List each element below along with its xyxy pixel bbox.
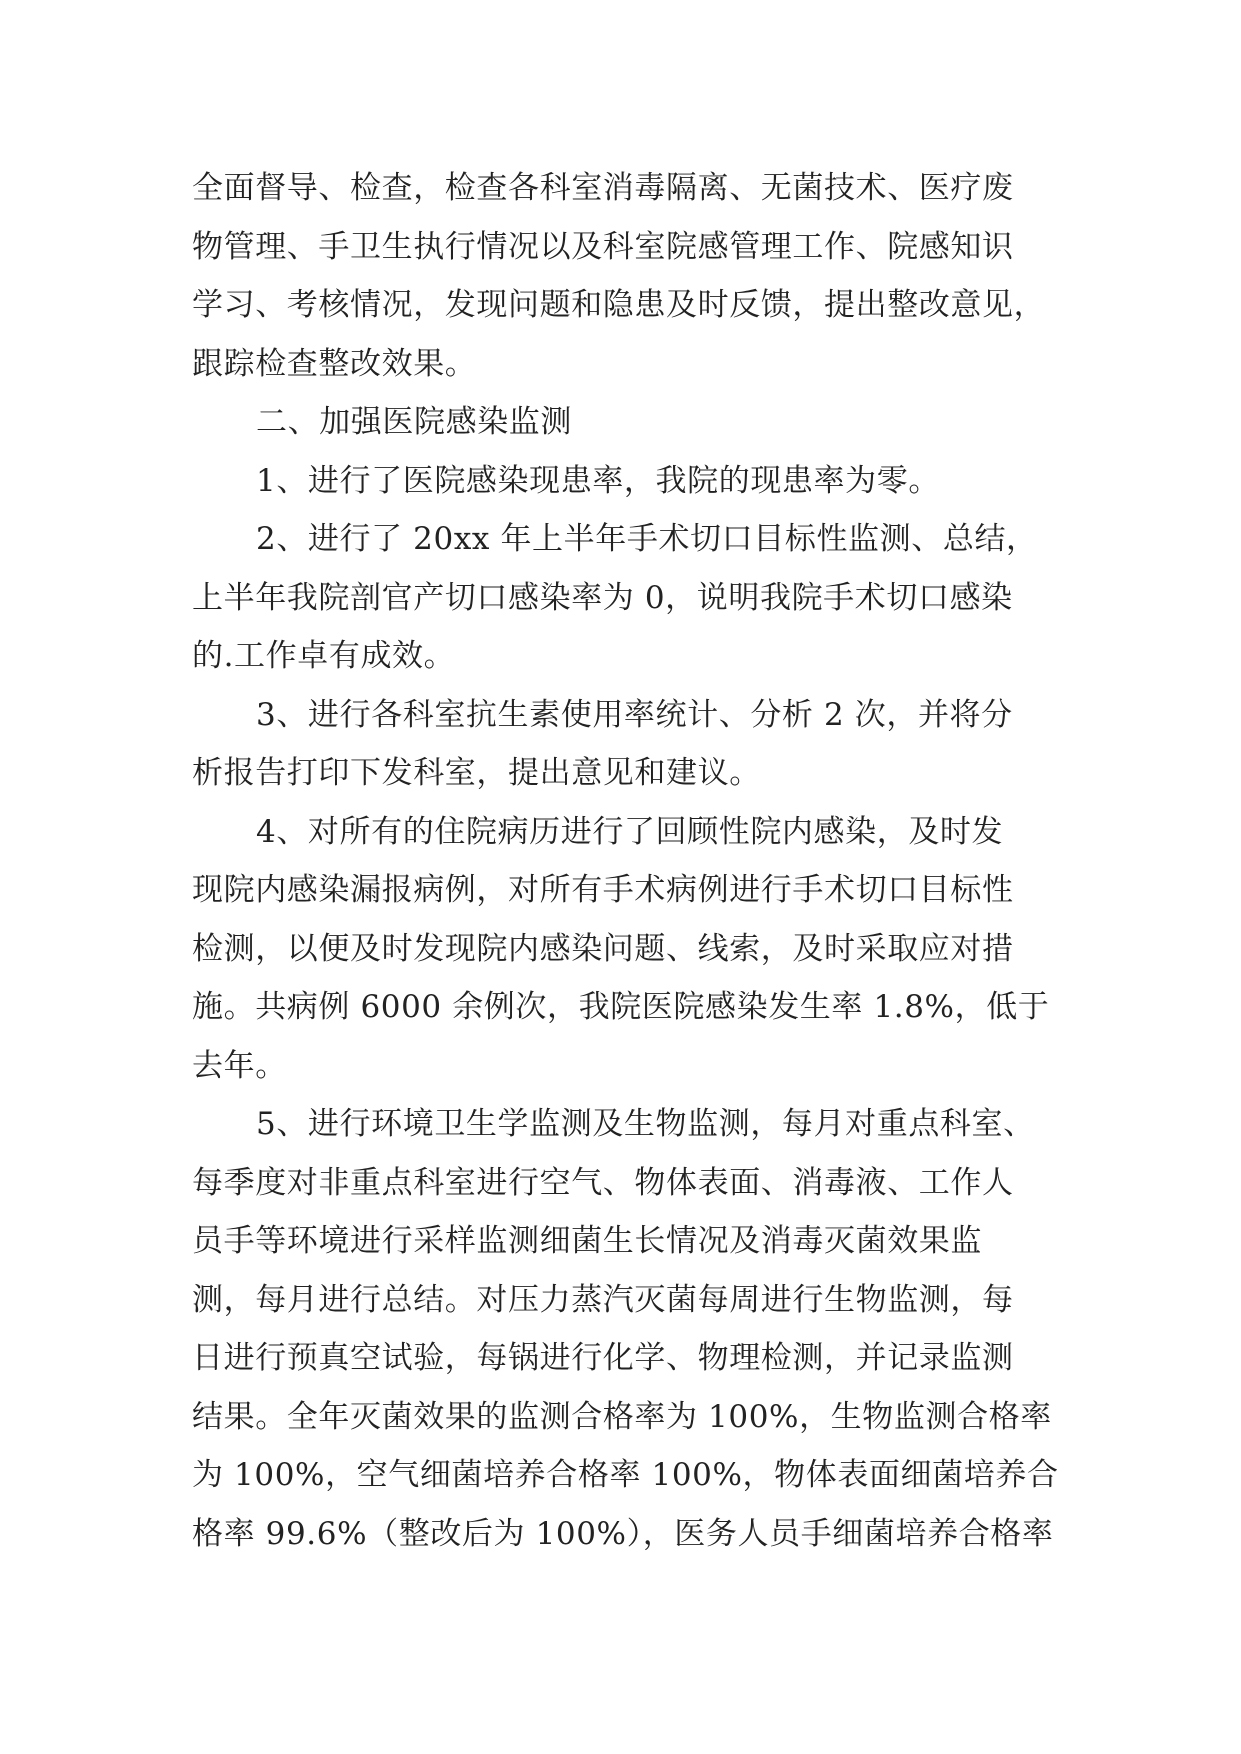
text-line: 为 100%，空气细菌培养合格率 100%，物体表面细菌培养合 bbox=[192, 1457, 1059, 1493]
text-line: 全面督导、检查，检查各科室消毒隔离、无菌技术、医疗废 bbox=[192, 170, 1014, 206]
text-line: 学习、考核情况，发现问题和隐患及时反馈，提出整改意见， bbox=[192, 287, 1046, 323]
section-heading: 二、加强医院感染监测 bbox=[256, 404, 572, 440]
text-line: 每季度对非重点科室进行空气、物体表面、消毒液、工作人 bbox=[192, 1164, 1014, 1201]
text-line: 现院内感染漏报病例，对所有手术病例进行手术切口目标性 bbox=[192, 872, 1014, 908]
text-line: 的.工作卓有成效。 bbox=[192, 638, 456, 674]
text-line: 施。共病例 6000 余例次，我院医院感染发生率 1.8%，低于 bbox=[192, 989, 1050, 1025]
text-line: 5、进行环境卫生学监测及生物监测，每月对重点科室、 bbox=[256, 1106, 1035, 1142]
text-line: 员手等环境进行采样监测细菌生长情况及消毒灭菌效果监 bbox=[192, 1223, 982, 1259]
document-body bbox=[192, 159, 1072, 1563]
text-line: 物管理、手卫生执行情况以及科室院感管理工作、院感知识 bbox=[192, 228, 1014, 265]
text-line: 跟踪检查整改效果。 bbox=[192, 345, 477, 382]
text-line: 结果。全年灭菌效果的监测合格率为 100%，生物监测合格率 bbox=[192, 1398, 1052, 1435]
text-line: 测，每月进行总结。对压力蒸汽灭菌每周进行生物监测，每 bbox=[192, 1281, 1014, 1318]
text-line: 析报告打印下发科室，提出意见和建议。 bbox=[192, 755, 761, 791]
text-line: 4、对所有的住院病历进行了回顾性院内感染，及时发 bbox=[256, 813, 1004, 850]
text-line: 3、进行各科室抗生素使用率统计、分析 2 次，并将分 bbox=[256, 696, 1013, 733]
text-line: 去年。 bbox=[192, 1047, 287, 1084]
text-line: 检测，以便及时发现院内感染问题、线索，及时采取应对措 bbox=[192, 930, 1014, 967]
text-line: 2、进行了 20xx 年上半年手术切口目标性监测、总结， bbox=[256, 521, 1038, 557]
text-line: 格率 99.6%（整改后为 100%），医务人员手细菌培养合格率 bbox=[192, 1515, 1054, 1552]
text-line: 上半年我院剖官产切口感染率为 0，说明我院手术切口感染 bbox=[192, 579, 1013, 616]
text-line: 1、进行了医院感染现患率，我院的现患率为零。 bbox=[256, 462, 940, 499]
text-line: 日进行预真空试验，每锅进行化学、物理检测，并记录监测 bbox=[192, 1340, 1014, 1376]
